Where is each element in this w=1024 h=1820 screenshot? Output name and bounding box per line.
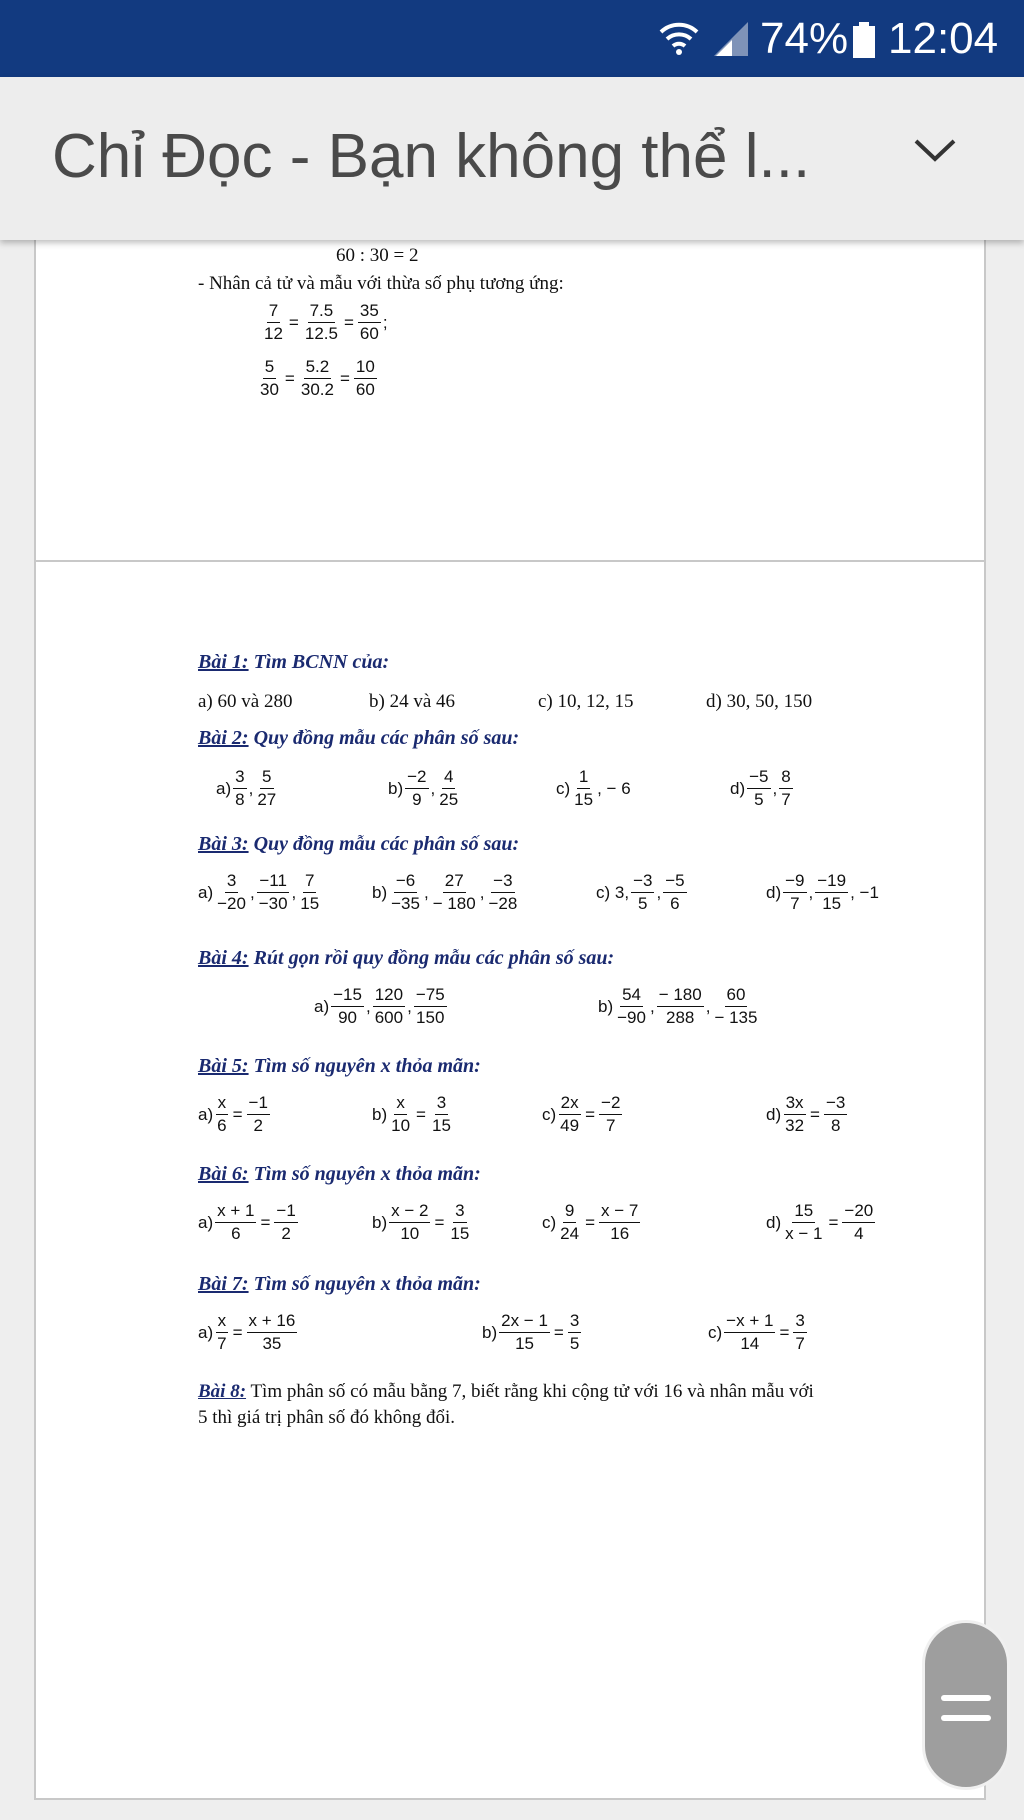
fraction: $\frac{5.2}{30.2}$ bbox=[300, 357, 334, 399]
grip-line bbox=[941, 1715, 991, 1721]
exercise-heading: Bài 7: Tìm số nguyên x thỏa mãn: bbox=[198, 1273, 481, 1295]
exercise-heading: Bài 3: Quy đồng mẫu các phân số sau: bbox=[198, 833, 520, 855]
exercise-heading: Bài 6: Tìm số nguyên x thỏa mãn: bbox=[198, 1163, 481, 1185]
banner-title: Chỉ Đọc - Bạn không thể l... bbox=[52, 122, 811, 191]
equation: $\frac{7}{12}$ = $\frac{7.5}{12.5}$ = $\frac{35}{60}$ ; bbox=[264, 301, 388, 343]
clock: 12:04 bbox=[888, 14, 999, 63]
item-a: a) $\frac{x}{7}$ = $\frac{x + 16}{35}$ bbox=[198, 1311, 296, 1353]
item-a: a) $\frac{x + 1}{6}$ = $\frac{-1}{2}$ bbox=[198, 1201, 296, 1243]
signal-icon bbox=[712, 20, 750, 58]
fraction: $\frac{35}{60}$ bbox=[359, 301, 379, 343]
item-a: a) 3 8 , 5 27 bbox=[216, 767, 277, 809]
exercise-heading: Bài 1: Tìm BCNN của: bbox=[198, 651, 390, 673]
item-b: b) 24 và 46 bbox=[369, 691, 456, 712]
item-d: d) −5 5 , 8 7 bbox=[730, 767, 791, 809]
battery-icon bbox=[853, 22, 875, 58]
equation: $\frac{5}{30}$ = $\frac{5.2}{30.2}$ = $\frac{10}{60}$ bbox=[260, 357, 375, 399]
fraction: $\frac{10}{60}$ bbox=[355, 357, 375, 399]
item-c: c) 10, 12, 15 bbox=[538, 691, 634, 712]
exercise-heading: Bài 2: Quy đồng mẫu các phân số sau: bbox=[198, 727, 520, 749]
item-d: d) $\frac{15}{x - 1}$ = $\frac{-20}{4}$ bbox=[766, 1201, 874, 1243]
item-b: b) $\frac{x - 2}{10}$ = $\frac{3}{15}$ bbox=[372, 1201, 470, 1243]
scroll-handle[interactable] bbox=[922, 1620, 1010, 1790]
item-a: a) −15 90 , 120 600 , −75 150 bbox=[314, 985, 445, 1027]
item-c: c) $\frac{2x}{49}$ = $\frac{-2}{7}$ bbox=[542, 1093, 621, 1135]
exercise-text: Bài 8: Tìm phân số có mẫu bằng 7, biết rằng khi cộng tử với 16 và nhân mẫu với bbox=[198, 1381, 814, 1402]
battery-percent: 74% bbox=[760, 14, 849, 63]
status-bar bbox=[0, 0, 1024, 77]
item-c: c) 3, −3 5 , −5 6 bbox=[596, 871, 685, 913]
fraction: $\frac{5}{30}$ bbox=[260, 357, 279, 399]
item-b: b) 54 −90 , − 180 288 , 60 − 135 bbox=[598, 985, 758, 1027]
item-b: b) −2 9 , 4 25 bbox=[388, 767, 459, 809]
fraction: $\frac{7}{12}$ bbox=[264, 301, 283, 343]
document-page-2 bbox=[34, 560, 986, 1800]
item-c: c) 1 15 , − 6 bbox=[556, 767, 631, 809]
chevron-down-icon[interactable] bbox=[912, 135, 958, 165]
text-line: - Nhân cả tử và mẫu với thừa số phụ tương ứng: bbox=[198, 273, 564, 294]
wifi-icon bbox=[657, 16, 701, 60]
item-d: d) $\frac{3x}{32}$ = $\frac{-3}{8}$ bbox=[766, 1093, 846, 1135]
item-a: a) $\frac{x}{6}$ = $\frac{-1}{2}$ bbox=[198, 1093, 268, 1135]
item-c: c) $\frac{-x + 1}{14}$ = $\frac{3}{7}$ bbox=[708, 1311, 805, 1353]
item-a: a) 60 và 280 bbox=[198, 691, 293, 712]
exercise-text: 5 thì giá trị phân số đó không đổi. bbox=[198, 1407, 456, 1428]
fraction: $\frac{7.5}{12.5}$ bbox=[304, 301, 338, 343]
exercise-heading: Bài 5: Tìm số nguyên x thỏa mãn: bbox=[198, 1055, 481, 1077]
item-b: b) $\frac{x}{10}$ = $\frac{3}{15}$ bbox=[372, 1093, 451, 1135]
item-c: c) $\frac{9}{24}$ = $\frac{x - 7}{16}$ bbox=[542, 1201, 639, 1243]
item-a: a) 3 −20 , −11 −30 , 7 15 bbox=[198, 871, 320, 913]
text-line: 60 : 30 = 2 bbox=[336, 245, 419, 266]
item-d: d) 30, 50, 150 bbox=[706, 691, 813, 712]
item-b: b) $\frac{2x - 1}{15}$ = $\frac{3}{5}$ bbox=[482, 1311, 580, 1353]
item-b: b) −6 −35 , 27 − 180 , −3 −28 bbox=[372, 871, 518, 913]
grip-line bbox=[941, 1695, 991, 1701]
read-only-banner[interactable] bbox=[0, 77, 1024, 240]
item-d: d) −9 7 , −19 15 , −1 bbox=[766, 871, 879, 913]
exercise-heading: Bài 4: Rút gọn rồi quy đồng mẫu các phân số sau: bbox=[198, 947, 615, 969]
